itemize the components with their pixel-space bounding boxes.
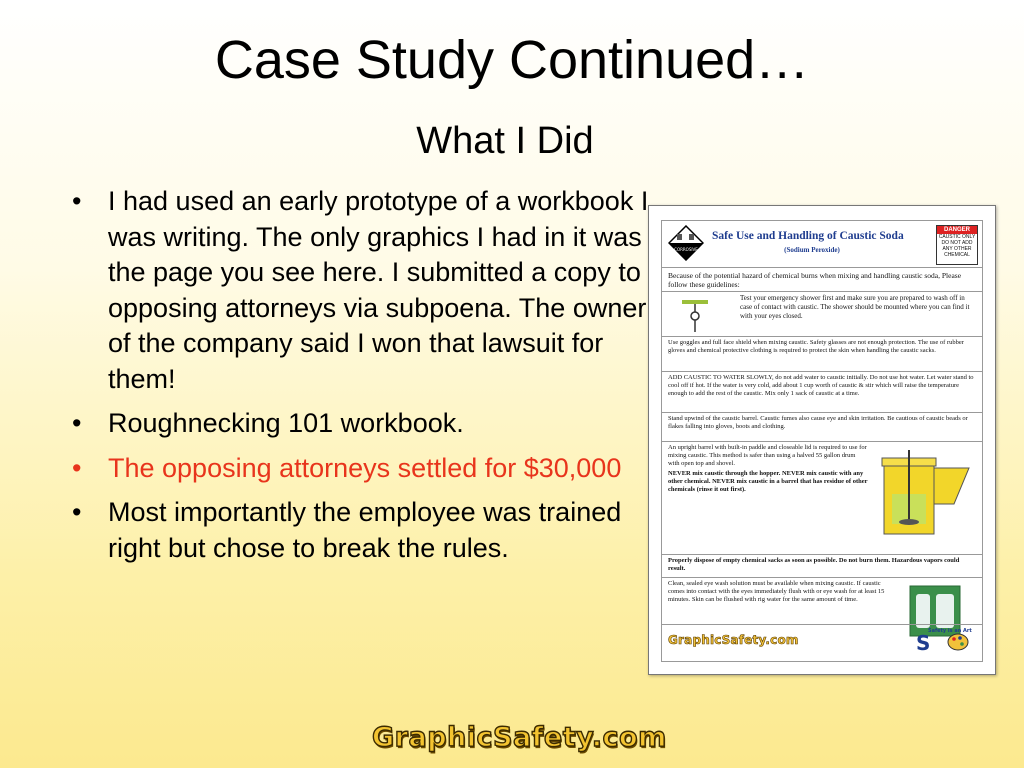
workbook-page-image xyxy=(648,205,996,675)
bullet-dot: • xyxy=(72,452,82,483)
slide-subtitle: What I Did xyxy=(416,120,594,162)
danger-label: DANGER xyxy=(937,226,977,234)
graphicsafety-logo: GraphicSafety.com xyxy=(668,633,799,647)
section-text: Stand upwind of the caustic barrel. Caustic fumes also cause eye and skin irritation. Be cautious of caustic beads or flakes falling into gloves, boots and clothing. xyxy=(668,415,968,430)
section-text: Test your emergency shower first and make sure you are prepared to wash off in case of contact with caustic. The shower should be mounted where you can find it with your eyes closed. xyxy=(740,294,970,320)
workbook-section xyxy=(662,577,982,626)
workbook-section xyxy=(662,554,982,577)
mixing-barrel-icon xyxy=(874,446,974,542)
slide-title: Case Study Continued… xyxy=(214,30,810,90)
bullet-item xyxy=(70,184,650,397)
section-text: NEVER mix caustic through the hopper. NEVER mix caustic with any other chemical. NEVER mix caustic in a barrel that has residue of other chemicals (rinse it out first). xyxy=(668,470,868,493)
corrosive-label: CORROSIVE xyxy=(674,247,698,252)
badge-text: Safety is an Art xyxy=(928,628,972,634)
bullet-item xyxy=(70,495,650,566)
safety-shower-icon xyxy=(680,298,710,334)
workbook-intro: Because of the potential hazard of chemical burns when mixing and handling caustic soda, Please follow these guidelines: xyxy=(668,271,962,289)
corrosive-hazard-icon xyxy=(668,225,704,261)
danger-text: CAUSTIC ONLY DO NOT ADD ANY OTHER CHEMICAL xyxy=(938,234,976,258)
workbook-section xyxy=(662,441,982,554)
section-text: ADD CAUSTIC TO WATER SLOWLY, do not add water to caustic initially. Do not use hot water. Let water stand to cool off if hot. If the water is very cold, add about 1 cup worth of caustic & stir which will raise the temperature enough to add the rest of the caustic. Mix only 1 sack of caustic at a time. xyxy=(668,374,974,397)
workbook-subtitle: (Sodium Peroxide) xyxy=(784,246,840,254)
bullet-text: Most importantly the employee was trained right but chose to break the rules. xyxy=(108,497,622,563)
svg-text:S: S xyxy=(916,631,931,655)
bullet-dot: • xyxy=(72,186,82,216)
bullet-item xyxy=(70,451,650,487)
section-text: An upright barrel with built-in paddle and closeable lid is required to use for mixing caustic. This method is safer than using a halved 55 gallon drum with open top and shovel. xyxy=(668,444,867,467)
workbook-header xyxy=(662,221,982,268)
bullet-dot: • xyxy=(72,497,82,527)
bullet-text: Roughnecking 101 workbook. xyxy=(108,408,464,438)
workbook-footer xyxy=(662,624,982,661)
workbook-section xyxy=(662,371,982,412)
section-text: Use goggles and full face shield when mixing caustic. Safety glasses are not enough protection. The use of rubber gloves and chemical protective clothing is required to protect the skin when handling the caustic sacks. xyxy=(668,339,964,354)
section-text: Properly dispose of empty chemical sacks as soon as possible. Do not burn them. Hazardous vapors could result. xyxy=(668,557,960,572)
workbook-page-frame xyxy=(661,220,983,662)
bullet-text: The opposing attorneys settled for $30,000 xyxy=(108,452,622,483)
bullet-item xyxy=(70,406,650,442)
safety-is-an-art-logo xyxy=(914,628,974,658)
section-text: Clean, sealed eye wash solution must be available when mixing caustic. If caustic comes into contact with the eyes immediately flush with or eye wash for at least 15 minutes. Skin can be flushed with rig water for the same amount of time. xyxy=(668,580,885,603)
workbook-section xyxy=(662,291,982,336)
graphicsafety-footer-logo: GraphicSafety.com xyxy=(372,722,667,753)
bullet-dot: • xyxy=(72,408,82,438)
danger-sign-icon xyxy=(936,225,978,265)
workbook-section xyxy=(662,412,982,441)
workbook-title: Safe Use and Handling of Caustic Soda xyxy=(712,230,904,242)
bullet-text: I had used an early prototype of a workbook I was writing. The only graphics I had in it was the page you see here. I submitted a copy to opposing attorneys via subpoena. The owner of the company said I won that lawsuit for them! xyxy=(108,186,649,394)
workbook-section xyxy=(662,336,982,371)
bullet-list xyxy=(70,184,650,575)
